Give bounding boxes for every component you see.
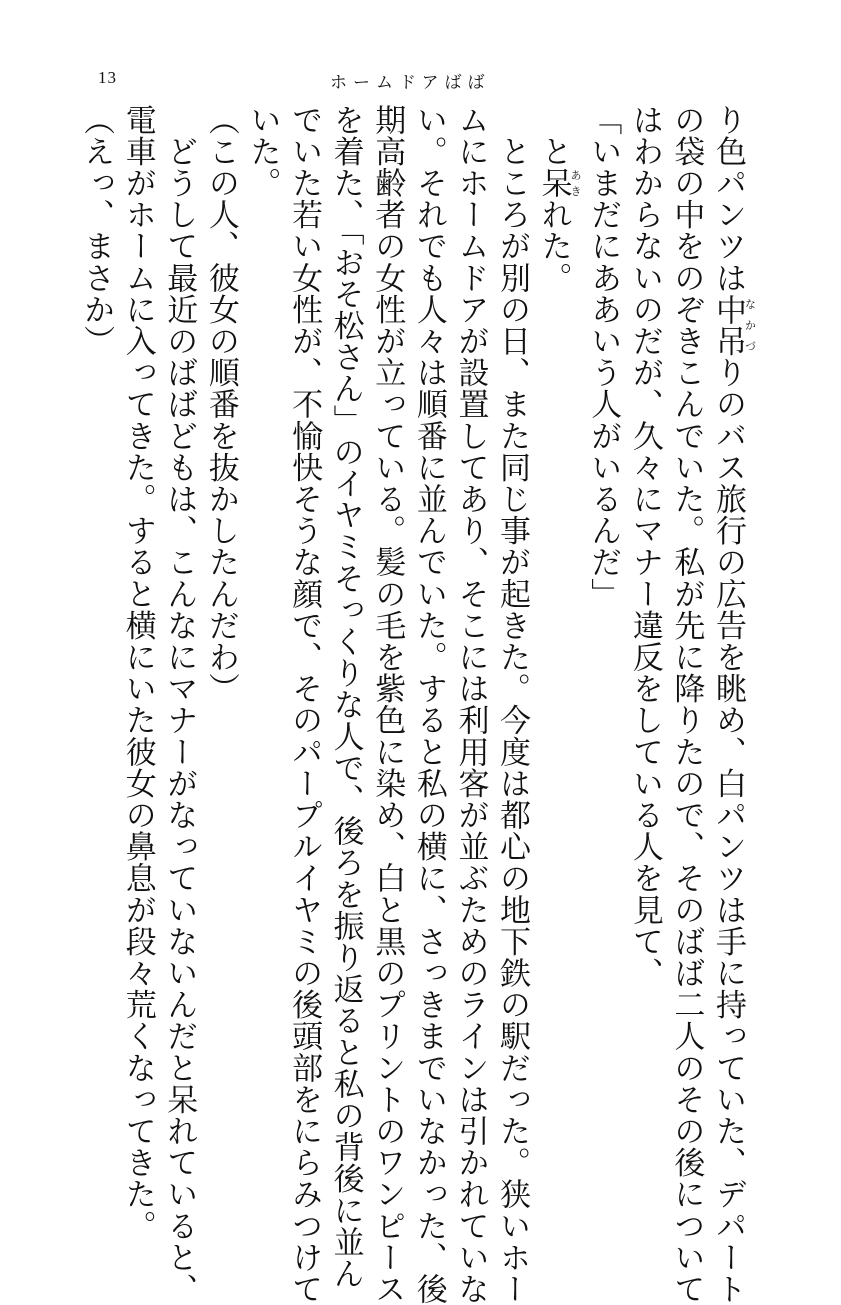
text-line [623, 104, 665, 1144]
text-line [158, 104, 200, 1305]
text-run: ところが別の日、また同じ事が起きた。今度は都心の地下鉄の駅だった。狭いホー [494, 104, 531, 1305]
text-run: どうして最近のばばどもは、こんなにマナーがなっていないんだと呆れていると、 [161, 104, 198, 1305]
text-line [75, 104, 117, 1144]
text-line [665, 104, 707, 1305]
text-line [324, 104, 366, 1290]
text-line [241, 104, 283, 1144]
ruby-text: あき [569, 167, 583, 199]
text-run: （この人、彼女の順番を抜かしたんだわ） [202, 104, 239, 705]
ruby-annotation [535, 167, 583, 199]
ruby-annotation [710, 293, 757, 357]
text-line [490, 104, 532, 1305]
text-run: れた。 [535, 198, 572, 294]
text-run: りのバス旅行の広告を眺め、白パンツは手に持っていた、デパート [710, 356, 746, 1305]
text-run: （えっ、まさか） [78, 104, 115, 357]
text-run: はわからないのだが、久々にマナー違反をしている人を見て、 [626, 104, 663, 989]
text-line [116, 104, 158, 1242]
text-run: と [535, 104, 572, 168]
ruby-base: 呆 [535, 167, 572, 199]
text-line [407, 104, 449, 1305]
page-number: 13 [98, 68, 117, 87]
text-run: いた。 [244, 104, 281, 199]
text-line [282, 104, 324, 1305]
text-line [582, 104, 624, 1144]
text-run: ムにホームドアが設置してあり、そこには利用客が並ぶためのラインは引かれていな [452, 104, 489, 1305]
text-line [199, 104, 241, 1144]
text-run: 電車がホームに入ってきた。すると横にいた彼女の鼻息が段々荒くなってきた。 [119, 104, 156, 1242]
text-line [449, 104, 491, 1305]
text-run: り色パンツは [710, 104, 746, 294]
text-run: を着た、「おそ松さん」のイヤミそっくりな人で、後ろを振り返ると私の背後に並ん [327, 104, 364, 1290]
running-title: ホームドアばば [330, 73, 491, 93]
text-run: 「いまだにああいう人がいるんだ」 [585, 104, 622, 610]
text-line [532, 104, 582, 1144]
text-line [366, 104, 408, 1305]
ruby-text: なかづ [743, 293, 757, 357]
text-run: い。それでも人々は順番に並んでいた。すると私の横に、さっきまでいなかった、後 [410, 104, 447, 1305]
text-line [706, 104, 757, 1305]
ruby-base: 中吊 [710, 293, 746, 357]
text-run: でいた若い女性が、不愉快そうな顔で、そのパープルイヤミの後頭部をにらみつけて [286, 104, 323, 1305]
text-run: の袋の中をのぞきこんでいた。私が先に降りたので、そのばば二人のその後について [668, 104, 705, 1305]
vertical-body-text [78, 104, 757, 1305]
text-run: 期高齢者の女性が立っている。髪の毛を紫色に染め、白と黒のプリントのワンピース [369, 104, 406, 1305]
